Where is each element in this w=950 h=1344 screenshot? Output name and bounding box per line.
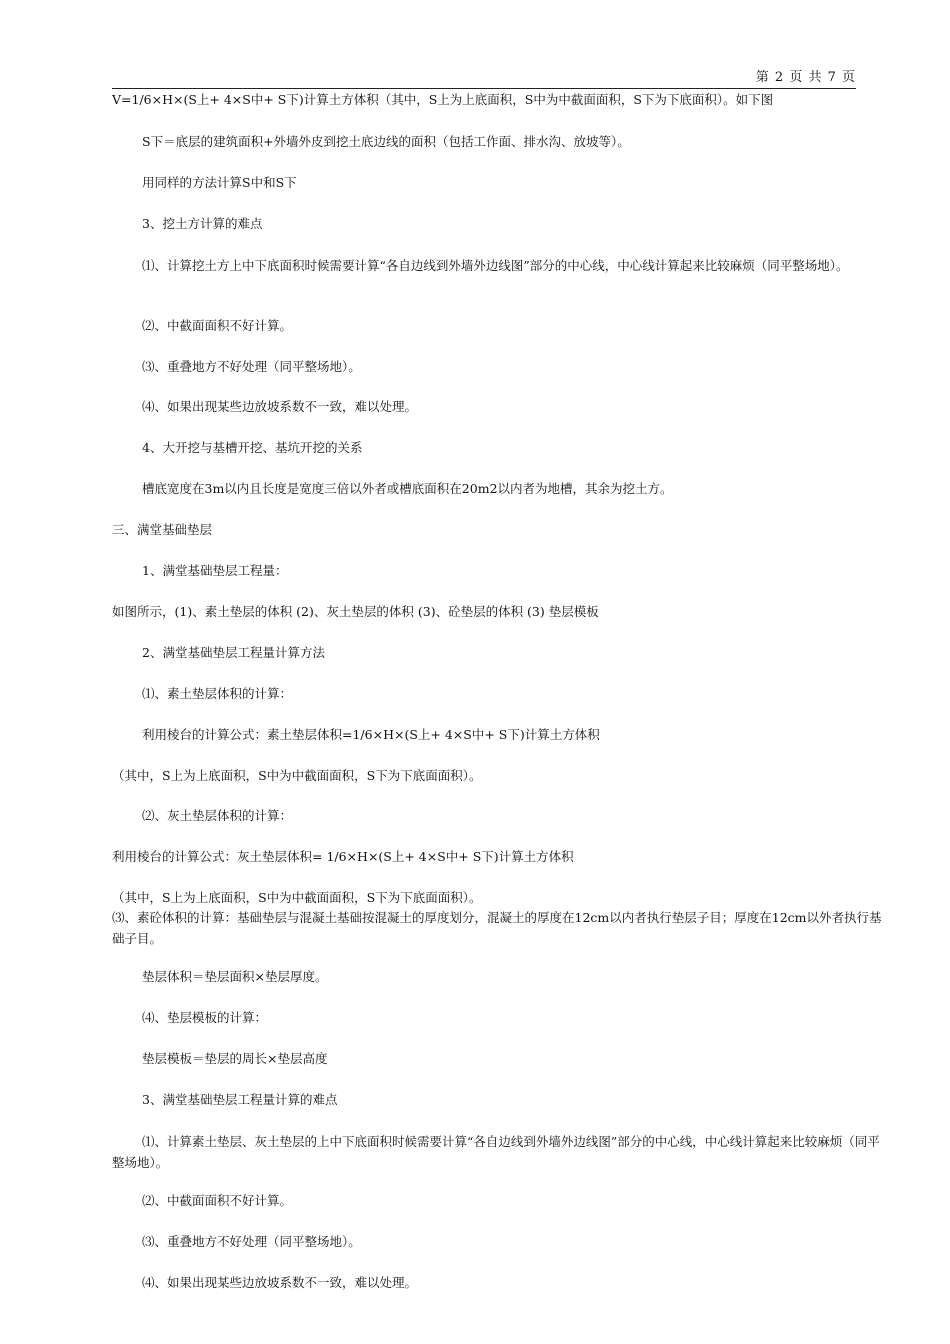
paragraph-same-method: 用同样的方法计算S中和S下 (142, 175, 297, 190)
paragraph-cushion-difficulty-1: ⑴、计算素土垫层、灰土垫层的上中下底面积时候需要计算“各自边线到外墙外边线图”部分的中心线，中心线计算起来比较麻烦（同平整场地）。 (112, 1134, 880, 1170)
heading-cushion-difficulties: 3、满堂基础垫层工程量计算的难点 (142, 1092, 338, 1107)
heading-lime-soil-volume: ⑵、灰土垫层体积的计算： (142, 808, 293, 823)
paragraph-difficulty-4: ⑷、如果出现某些边放坡系数不一致，难以处理。 (142, 399, 418, 414)
heading-cushion-formwork: ⑷、垫层模板的计算： (142, 1010, 268, 1025)
heading-calculation-method: 2、满堂基础垫层工程量计算方法 (142, 645, 325, 660)
heading-plain-soil-volume: ⑴、素土垫层体积的计算： (142, 686, 293, 701)
paragraph-cushion-difficulty-3: ⑶、重叠地方不好处理（同平整场地）。 (142, 1234, 361, 1249)
paragraph-as-shown: 如图所示，(1)、素土垫层的体积 (2)、灰土垫层的体积 (3)、砼垫层的体积 (3) 垫层模板 (112, 604, 599, 619)
heading-excavation-relation: 4、大开挖与基槽开挖、基坑开挖的关系 (142, 440, 363, 455)
page-header (112, 70, 856, 89)
paragraph-plain-soil-note: （其中，S上为上底面积，S中为中截面面积，S下为下底面面积）。 (112, 768, 482, 783)
page-number: 第 2 页 共 7 页 (755, 70, 856, 85)
paragraph-difficulty-2: ⑵、中截面面积不好计算。 (142, 318, 293, 333)
heading-excavation-difficulties: 3、挖土方计算的难点 (142, 216, 263, 231)
paragraph-cushion-difficulty-4: ⑷、如果出现某些边放坡系数不一致，难以处理。 (142, 1275, 418, 1290)
formula-cushion-volume: 垫层体积＝垫层面积×垫层厚度。 (142, 969, 328, 984)
paragraph-lime-soil-note: （其中，S上为上底面积，S中为中截面面积，S下为下底面面积）。 (112, 890, 482, 905)
formula-lime-soil: 利用棱台的计算公式：灰土垫层体积= 1/6×H×(S上+ 4×S中+ S下)计算土方体积 (112, 849, 574, 864)
heading-cushion-quantity: 1、满堂基础垫层工程量： (142, 563, 288, 578)
paragraph-difficulty-3: ⑶、重叠地方不好处理（同平整场地）。 (142, 359, 361, 374)
formula-cushion-formwork: 垫层模板＝垫层的周长×垫层高度 (142, 1051, 328, 1066)
paragraph-trench-definition: 槽底宽度在3m以内且长度是宽度三倍以外者或槽底面积在20m2以内者为地槽，其余为挖土方。 (142, 481, 673, 496)
formula-plain-soil: 利用棱台的计算公式：素土垫层体积=1/6×H×(S上+ 4×S中+ S下)计算土方体积 (142, 727, 600, 742)
section-heading-foundation-cushion: 三、满堂基础垫层 (112, 522, 213, 537)
formula-volume-line: V=1/6×H×(S上+ 4×S中+ S下)计算土方体积（其中，S上为上底面积，S中为中截面面积，S下为下底面积）。如下图 (112, 92, 774, 107)
paragraph-concrete-volume: ⑶、素砼体积的计算：基础垫层与混凝土基础按混凝土的厚度划分，混凝土的厚度在12cm以内者执行垫层子目；厚度在12cm以外者执行基础子目。 (112, 910, 882, 946)
paragraph-difficulty-1: ⑴、计算挖土方上中下底面积时候需要计算“各自边线到外墙外边线图”部分的中心线，中心线计算起来比较麻烦（同平整场地）。 (142, 258, 849, 273)
paragraph-s-bottom: S下＝底层的建筑面积+外墙外皮到挖土底边线的面积（包括工作面、排水沟、放坡等）。 (142, 134, 630, 149)
paragraph-cushion-difficulty-2: ⑵、中截面面积不好计算。 (142, 1193, 293, 1208)
